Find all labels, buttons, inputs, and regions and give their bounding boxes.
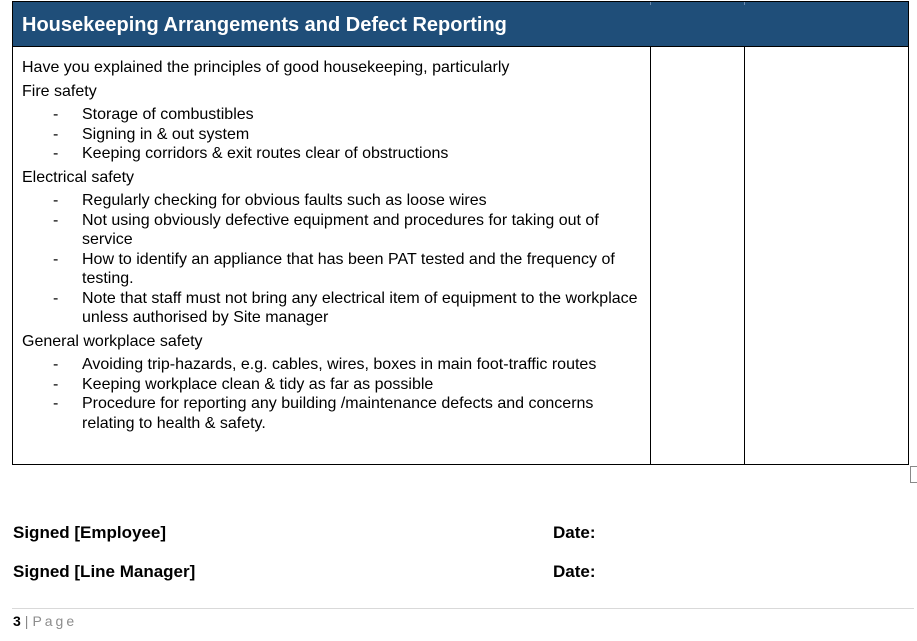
bullet-dash: - — [53, 211, 59, 229]
employee-signature-label: Signed [Employee] — [13, 523, 167, 542]
bullet-dash: - — [53, 125, 59, 143]
column-divider — [744, 47, 745, 464]
bullet-dash: - — [53, 289, 59, 307]
section-heading: Electrical safety — [22, 168, 135, 186]
employee-date-label: Date: — [553, 523, 596, 542]
header-column-divider — [650, 2, 651, 5]
list-item-text: Procedure for reporting any building /maintenance defects and concerns relating to health & safety. — [82, 395, 594, 432]
intro-text: Have you explained the principles of good housekeeping, particularly — [22, 59, 510, 76]
list-item-text: Keeping workplace clean & tidy as far as possible — [82, 375, 434, 393]
list-item — [22, 250, 644, 289]
list-item-text: Not using obviously defective equipment and procedures for taking out of service — [82, 211, 599, 248]
section-fire-safety — [22, 82, 644, 164]
table-header — [13, 2, 908, 47]
table-resize-handle[interactable] — [910, 466, 917, 483]
bullet-list — [22, 355, 644, 433]
section-heading: General workplace safety — [22, 332, 203, 350]
list-item — [22, 211, 644, 250]
manager-signature-label: Signed [Line Manager] — [13, 562, 196, 581]
bullet-dash: - — [53, 356, 59, 373]
bullet-dash: - — [53, 192, 59, 209]
housekeeping-table — [12, 1, 909, 465]
list-item — [22, 191, 644, 211]
page-label: Page — [32, 613, 78, 629]
checklist-content — [22, 58, 644, 433]
list-item — [22, 105, 644, 125]
page-number: 3 — [13, 613, 21, 629]
section-general-workplace-safety — [22, 332, 644, 434]
bullet-list — [22, 105, 644, 164]
bullet-dash: - — [53, 395, 59, 412]
section-title: Housekeeping Arrangements and Defect Reporting — [22, 14, 507, 36]
footer-divider — [12, 608, 914, 609]
bullet-dash: - — [53, 250, 59, 268]
list-item — [22, 394, 644, 433]
section-heading: Fire safety — [22, 82, 97, 100]
list-item-text: How to identify an appliance that has been PAT tested and the frequency of testing. — [82, 250, 615, 287]
footer-separator: | — [24, 613, 29, 629]
list-item-text: Signing in & out system — [82, 125, 250, 143]
list-item — [22, 125, 644, 145]
list-item — [22, 355, 644, 375]
page-footer — [13, 612, 77, 630]
bullet-dash: - — [53, 106, 59, 123]
list-item-text: Keeping corridors & exit routes clear of obstructions — [82, 145, 449, 162]
manager-date-label: Date: — [553, 562, 596, 581]
bullet-dash: - — [53, 375, 59, 393]
bullet-list — [22, 191, 644, 328]
header-column-divider — [744, 2, 745, 5]
list-item — [22, 375, 644, 395]
list-item-text: Note that staff must not bring any electrical item of equipment to the workplace unless authorised by Site manager — [82, 289, 638, 326]
list-item — [22, 144, 644, 164]
section-electrical-safety — [22, 168, 644, 328]
bullet-dash: - — [53, 145, 59, 162]
column-divider — [650, 47, 651, 464]
list-item-text: Regularly checking for obvious faults such as loose wires — [82, 192, 487, 209]
list-item — [22, 289, 644, 328]
list-item-text: Storage of combustibles — [82, 106, 254, 123]
list-item-text: Avoiding trip-hazards, e.g. cables, wires, boxes in main foot-traffic routes — [82, 356, 597, 373]
